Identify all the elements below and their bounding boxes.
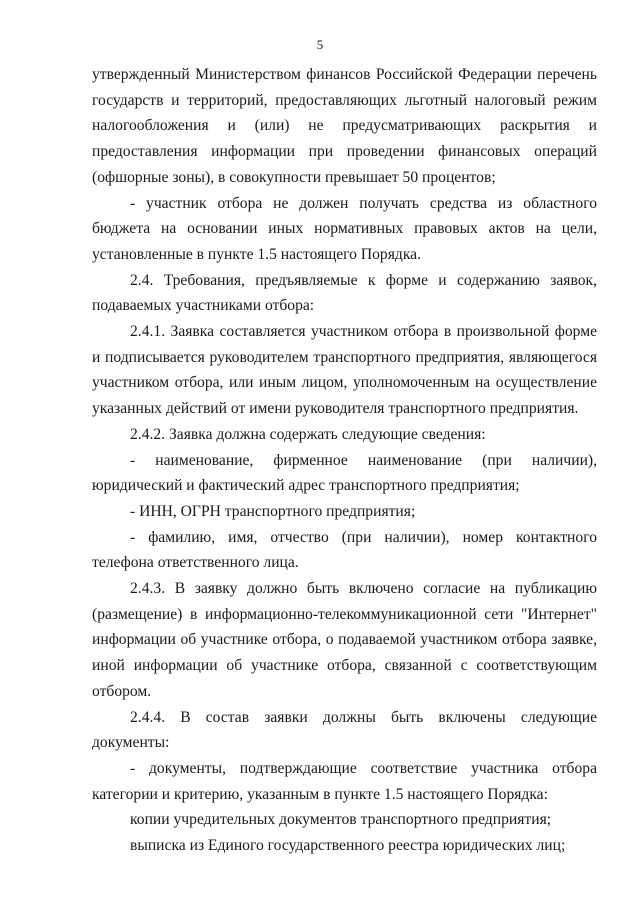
paragraph-2-4-4: 2.4.4. В состав заявки должны быть включены следующие документы: xyxy=(92,708,597,752)
paragraph-founding-documents: копии учредительных документов транспортного предприятия; xyxy=(130,811,552,829)
paragraph-offshore-continuation: утвержденный Министерством финансов Российской Федерации перечень государств и территорий, предоставляющих льготный налоговый режим налогообложения и (или) не предусматривающих раскрытия и предоставления информации при проведении финансовых операций (офшорные зоны), в совокупности превышает 50 процентов; xyxy=(92,66,597,186)
paragraph-contact-person: - фамилию, имя, отчество (при наличии), номер контактного телефона ответственного лица. xyxy=(92,528,597,572)
paragraph-2-4-2: 2.4.2. Заявка должна содержать следующие сведения: xyxy=(130,425,486,443)
paragraph-name-address: - наименование, фирменное наименование (при наличии), юридический и фактический адрес транспортного предприятия; xyxy=(92,451,597,495)
paragraph-2-4-3: 2.4.3. В заявку должно быть включено согласие на публикацию (размещение) в информационно-телекоммуникационной сети "Интернет" информации об участнике отбора, о подаваемой участником отбора заявке, иной информации об участнике отбора, связанной с соответствующим отбором. xyxy=(92,580,597,700)
paragraph-regional-budget: - участник отбора не должен получать средства из областного бюджета на основании иных нормативных правовых актов на цели, установленные в пункте 1.5 настоящего Порядка. xyxy=(92,194,597,263)
paragraph-registry-extract: выписка из Единого государственного реестра юридических лиц; xyxy=(130,837,566,855)
paragraph-2-4: 2.4. Требования, предъявляемые к форме и содержанию заявок, подаваемых участниками отбора: xyxy=(92,271,597,315)
paragraph-documents-list: - документы, подтверждающие соответствие участника отбора категории и критерию, указанным в пункте 1.5 настоящего Порядка: xyxy=(92,759,597,803)
paragraph-2-4-1: 2.4.1. Заявка составляется участником отбора в произвольной форме и подписывается руководителем транспортного предприятия, являющегося участником отбора, или иным лицом, уполномоченным на осуществление указанных действий от имени руководителя транспортного предприятия. xyxy=(92,323,597,418)
document-body xyxy=(92,62,597,859)
paragraph-inn-ogrn: - ИНН, ОГРН транспортного предприятия; xyxy=(130,502,416,520)
page-number: 5 xyxy=(316,37,324,52)
